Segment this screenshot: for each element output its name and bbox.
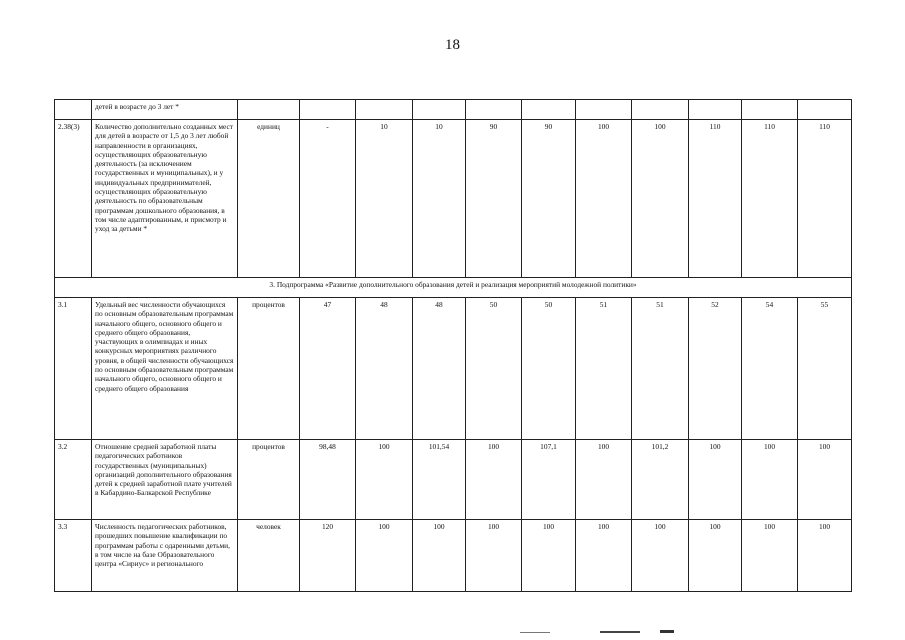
value-cell: 100	[576, 520, 632, 592]
value-cell: 100	[742, 440, 798, 520]
value-cell: 100	[356, 440, 413, 520]
value-cell: 10	[356, 120, 413, 278]
value-cell: 90	[522, 120, 576, 278]
value-cell	[300, 100, 356, 120]
value-cell: 100	[356, 520, 413, 592]
indicator-name: Количество дополнительно созданных мест для детей в возрасте от 1,5 до 3 лет любой направленности в организациях, осуществляющих образовательную деятельность (за исключением государственных и муниципальных), и у индивидуальных предпринимателей, осуществляющих образовательную деятельность по образовательным программам дошкольного образования, в том числе адаптированным, и присмотр и уход за детьми *	[92, 120, 238, 278]
value-cell: 98,48	[300, 440, 356, 520]
value-cell: 100	[632, 120, 689, 278]
value-cell: 120	[300, 520, 356, 592]
value-cell: 10	[413, 120, 466, 278]
value-cell: 110	[742, 120, 798, 278]
value-cell: 51	[576, 298, 632, 440]
value-cell: 100	[689, 520, 742, 592]
section-header-row	[55, 278, 852, 298]
value-cell	[413, 100, 466, 120]
indicators-table	[54, 99, 852, 592]
value-cell: 100	[522, 520, 576, 592]
row-number: 3.2	[55, 440, 92, 520]
value-cell: 100	[798, 520, 852, 592]
indicator-name: Численность педагогических работников, прошедших повышение квалификации по программам работы с одаренными детьми, в том числе на базе Образовательного центра «Сириус» и регионального	[92, 520, 238, 592]
unit-cell: процентов	[238, 298, 300, 440]
row-number: 3.3	[55, 520, 92, 592]
value-cell: 100	[576, 440, 632, 520]
value-cell: 55	[798, 298, 852, 440]
unit-cell: единиц	[238, 120, 300, 278]
value-cell: 90	[466, 120, 522, 278]
value-cell: 100	[466, 520, 522, 592]
value-cell: 101,54	[413, 440, 466, 520]
value-cell: 47	[300, 298, 356, 440]
value-cell: 54	[742, 298, 798, 440]
value-cell: 107,1	[522, 440, 576, 520]
unit-cell: человек	[238, 520, 300, 592]
value-cell	[466, 100, 522, 120]
value-cell: 100	[632, 520, 689, 592]
unit-cell	[238, 100, 300, 120]
indicator-name: Отношение средней заработной платы педагогических работников государственных (муниципальных) организаций дополнительного образования детей к средней заработной плате учителей в Кабардино-Балкарской Республике	[92, 440, 238, 520]
value-cell	[689, 100, 742, 120]
value-cell	[742, 100, 798, 120]
value-cell	[576, 100, 632, 120]
table-row	[55, 440, 852, 520]
value-cell: 50	[466, 298, 522, 440]
value-cell: 48	[413, 298, 466, 440]
value-cell: 50	[522, 298, 576, 440]
scan-artifact	[520, 628, 720, 636]
value-cell: -	[300, 120, 356, 278]
value-cell	[798, 100, 852, 120]
section-header: 3. Подпрограмма «Развитие дополнительного образования детей и реализация мероприятий молодежной политики»	[55, 278, 852, 298]
table-row	[55, 120, 852, 278]
table-row	[55, 100, 852, 120]
value-cell: 100	[798, 440, 852, 520]
row-number	[55, 100, 92, 120]
value-cell: 100	[689, 440, 742, 520]
value-cell	[522, 100, 576, 120]
value-cell: 101,2	[632, 440, 689, 520]
value-cell: 48	[356, 298, 413, 440]
table-row	[55, 298, 852, 440]
row-number: 2.38(3)	[55, 120, 92, 278]
value-cell: 100	[413, 520, 466, 592]
value-cell: 52	[689, 298, 742, 440]
value-cell	[356, 100, 413, 120]
value-cell: 110	[689, 120, 742, 278]
unit-cell: процентов	[238, 440, 300, 520]
value-cell: 100	[466, 440, 522, 520]
indicator-name: детей в возрасте до 3 лет *	[92, 100, 238, 120]
row-number: 3.1	[55, 298, 92, 440]
value-cell	[632, 100, 689, 120]
indicator-name: Удельный вес численности обучающихся по основным образовательным программам начального общего, основного общего и среднего общего образования, участвующих в олимпиадах и иных конкурсных мероприятиях различного уровня, в общей численности обучающихся по основным образовательным программам начального общего, основного общего и среднего общего образования	[92, 298, 238, 440]
table-row	[55, 520, 852, 592]
value-cell: 100	[742, 520, 798, 592]
value-cell: 110	[798, 120, 852, 278]
page-number: 18	[445, 37, 460, 53]
value-cell: 51	[632, 298, 689, 440]
value-cell: 100	[576, 120, 632, 278]
